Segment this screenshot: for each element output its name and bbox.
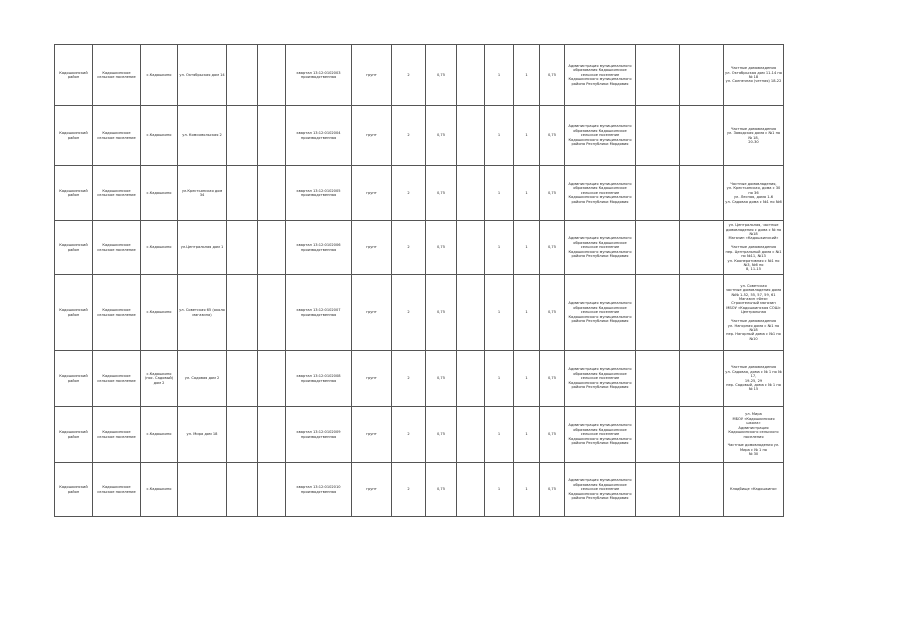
empty-cell (636, 106, 680, 166)
street-cell: ул.Крестьянская дом 34 (178, 166, 227, 221)
district-cell: Кадошкинский район (55, 45, 93, 106)
containers-cell: 1 (514, 45, 540, 106)
district-cell: Кадошкинский район (55, 463, 93, 517)
empty-cell (227, 463, 258, 517)
volume-cell: 0,75 (426, 463, 457, 517)
container-sites-table (54, 44, 784, 517)
empty-cell (680, 45, 724, 106)
volume-cell: 0,75 (540, 166, 565, 221)
empty-cell (457, 166, 485, 221)
containers-cell: 1 (514, 351, 540, 407)
empty-cell (457, 45, 485, 106)
empty-cell (636, 407, 680, 463)
empty-cell (258, 221, 286, 275)
cadastral-cell: квартал 13:12:0102003 производственная (286, 45, 352, 106)
empty-cell (636, 221, 680, 275)
empty-cell (636, 351, 680, 407)
empty-cell (680, 351, 724, 407)
count-cell: 2 (392, 106, 426, 166)
district-cell: Кадошкинский район (55, 351, 93, 407)
locality-cell: с.Кадошкино (141, 45, 178, 106)
street-cell: ул. Октябрьская дом 14 (178, 45, 227, 106)
settlement-cell: Кадошкинское сельское поселение (93, 166, 141, 221)
organization-cell: Администрация муниципального образования Кадошкинское сельское поселение Кадошкинского муниципального района Республики Мордовия (565, 166, 636, 221)
surface-cell: грунт (352, 45, 392, 106)
document-sheet (54, 44, 782, 517)
table-row (55, 45, 784, 106)
containers-cell: 1 (514, 463, 540, 517)
empty-cell (227, 275, 258, 351)
notes-cell: Кладбище «Кадошкино» (724, 463, 784, 517)
containers-cell: 1 (485, 351, 514, 407)
cadastral-cell: квартал 13:12:0102010 производственная (286, 463, 352, 517)
settlement-cell: Кадошкинское сельское поселение (93, 351, 141, 407)
containers-cell: 1 (514, 166, 540, 221)
empty-cell (457, 221, 485, 275)
count-cell: 2 (392, 407, 426, 463)
notes-cell: ул. Центральная, частные домовладения с дома с № по №18 Магазин «Кадошкинский» Частные домовладения пер. Центральный дома с №1 по №11, №13 ул. Кооперативная с №1 по №3, №6 по 8, 11-15 (724, 221, 784, 275)
empty-cell (457, 106, 485, 166)
cadastral-cell: квартал 13:12:0102009 производственная (286, 407, 352, 463)
count-cell: 2 (392, 45, 426, 106)
organization-cell: Администрация муниципального образования Кадошкинское сельское поселение Кадошкинского муниципального района Республики Мордовия (565, 221, 636, 275)
volume-cell: 0,75 (426, 106, 457, 166)
empty-cell (258, 407, 286, 463)
containers-cell: 1 (485, 166, 514, 221)
locality-cell: с.Кадошкино (141, 463, 178, 517)
district-cell: Кадошкинский район (55, 407, 93, 463)
volume-cell: 0,75 (540, 45, 565, 106)
street-cell: ул.Центральная дом 1 (178, 221, 227, 275)
locality-cell: с.Кадошкино (141, 166, 178, 221)
empty-cell (258, 106, 286, 166)
organization-cell: Администрация муниципального образования Кадошкинское сельское поселение Кадошкинского муниципального района Республики Мордовия (565, 45, 636, 106)
volume-cell: 0,75 (540, 106, 565, 166)
street-cell: ул. Советская 65 (около магазина) (178, 275, 227, 351)
table-body (55, 45, 784, 517)
locality-cell: с.Кадошкино (141, 407, 178, 463)
empty-cell (636, 275, 680, 351)
locality-cell: с.Кадошкино (пос. Садовый) дом 2 (141, 351, 178, 407)
settlement-cell: Кадошкинское сельское поселение (93, 221, 141, 275)
table-row (55, 166, 784, 221)
containers-cell: 1 (485, 45, 514, 106)
empty-cell (227, 407, 258, 463)
settlement-cell: Кадошкинское сельское поселение (93, 463, 141, 517)
volume-cell: 0,75 (540, 351, 565, 407)
volume-cell: 0,75 (426, 275, 457, 351)
notes-cell: Частные домовладения, ул. Крестьянская, дома с 30 по 36 ул. Лесная, дома 1-6 ул. Садовая дома с №1 по №6 (724, 166, 784, 221)
surface-cell: грунт (352, 407, 392, 463)
settlement-cell: Кадошкинское сельское поселение (93, 106, 141, 166)
notes-cell: Частные домовладения ул. Заводская дома с №1 по № 18, 20-30 (724, 106, 784, 166)
locality-cell: с.Кадошкино (141, 275, 178, 351)
volume-cell: 0,75 (426, 351, 457, 407)
empty-cell (457, 351, 485, 407)
cadastral-cell: квартал 13:12:0102007 производственная (286, 275, 352, 351)
table-row (55, 463, 784, 517)
table-row (55, 351, 784, 407)
empty-cell (457, 275, 485, 351)
volume-cell: 0,75 (426, 166, 457, 221)
street-cell: ул. Мира дом 18 (178, 407, 227, 463)
settlement-cell: Кадошкинское сельское поселение (93, 407, 141, 463)
table-row (55, 407, 784, 463)
notes-cell: Частные домовладения ул. Октябрьская дом 11-14 по № 18 ул. Солнечная (четная) 18-22 (724, 45, 784, 106)
empty-cell (258, 166, 286, 221)
empty-cell (636, 166, 680, 221)
locality-cell: с.Кадошкино (141, 106, 178, 166)
empty-cell (227, 166, 258, 221)
volume-cell: 0,75 (540, 407, 565, 463)
notes-cell: Частные домовладения ул. Садовая, дома с № 1 по № 17, 19-25, 29 пер. Садовый, дома с № 1 по № 15 (724, 351, 784, 407)
empty-cell (227, 106, 258, 166)
empty-cell (680, 166, 724, 221)
containers-cell: 1 (485, 407, 514, 463)
count-cell: 2 (392, 351, 426, 407)
empty-cell (258, 463, 286, 517)
containers-cell: 1 (514, 275, 540, 351)
volume-cell: 0,75 (426, 407, 457, 463)
empty-cell (258, 275, 286, 351)
empty-cell (636, 463, 680, 517)
surface-cell: грунт (352, 221, 392, 275)
empty-cell (227, 221, 258, 275)
organization-cell: Администрация муниципального образования Кадошкинское сельское поселение Кадошкинского муниципального района Республики Мордовия (565, 463, 636, 517)
containers-cell: 1 (514, 106, 540, 166)
empty-cell (680, 407, 724, 463)
table-row (55, 106, 784, 166)
notes-cell: ул. Советская частные домовладения дома №№ 1-52, 55, 57, 59, 61 Магазин «Фея» Строительный магазин МБОУ «Кадошкинская СОШ» Центральная Частные домовладения ул. Нагорная дома с №1 по №18 пер. Нагорный дома с №1 по №10 (724, 275, 784, 351)
notes-cell: ул. Мира МБОУ «Кадошкинская школа» Администрация Кадошкинского сельского поселения Частные домовладения ул. Мира с № 1 по № 30 (724, 407, 784, 463)
containers-cell: 1 (485, 106, 514, 166)
empty-cell (258, 45, 286, 106)
organization-cell: Администрация муниципального образования Кадошкинское сельское поселение Кадошкинского муниципального района Республики Мордовия (565, 106, 636, 166)
containers-cell: 1 (514, 221, 540, 275)
cadastral-cell: квартал 13:12:0102004 производственная (286, 106, 352, 166)
surface-cell: грунт (352, 275, 392, 351)
empty-cell (680, 221, 724, 275)
volume-cell: 0,75 (540, 275, 565, 351)
volume-cell: 0,75 (540, 463, 565, 517)
table-row (55, 275, 784, 351)
empty-cell (636, 45, 680, 106)
organization-cell: Администрация муниципального образования Кадошкинское сельское поселение Кадошкинского муниципального района Республики Мордовия (565, 275, 636, 351)
surface-cell: грунт (352, 463, 392, 517)
street-cell (178, 463, 227, 517)
district-cell: Кадошкинский район (55, 275, 93, 351)
district-cell: Кадошкинский район (55, 106, 93, 166)
street-cell: ул. Комсомольская 2 (178, 106, 227, 166)
empty-cell (227, 351, 258, 407)
count-cell: 2 (392, 275, 426, 351)
district-cell: Кадошкинский район (55, 221, 93, 275)
count-cell: 2 (392, 463, 426, 517)
containers-cell: 1 (514, 407, 540, 463)
cadastral-cell: квартал 13:12:0102005 производственная (286, 166, 352, 221)
cadastral-cell: квартал 13:12:0102008 производственная (286, 351, 352, 407)
count-cell: 2 (392, 221, 426, 275)
district-cell: Кадошкинский район (55, 166, 93, 221)
organization-cell: Администрация муниципального образования Кадошкинское сельское поселение Кадошкинского муниципального района Республики Мордовия (565, 351, 636, 407)
street-cell: ул. Садовая дом 2 (178, 351, 227, 407)
table-row (55, 221, 784, 275)
empty-cell (680, 463, 724, 517)
containers-cell: 1 (485, 221, 514, 275)
empty-cell (457, 407, 485, 463)
surface-cell: грунт (352, 106, 392, 166)
empty-cell (258, 351, 286, 407)
cadastral-cell: квартал 13:12:0102006 производственная (286, 221, 352, 275)
empty-cell (227, 45, 258, 106)
volume-cell: 0,75 (540, 221, 565, 275)
locality-cell: с.Кадошкино (141, 221, 178, 275)
settlement-cell: Кадошкинское сельское поселение (93, 45, 141, 106)
volume-cell: 0,75 (426, 221, 457, 275)
containers-cell: 1 (485, 275, 514, 351)
volume-cell: 0,75 (426, 45, 457, 106)
organization-cell: Администрация муниципального образования Кадошкинское сельское поселение Кадошкинского муниципального района Республики Мордовия (565, 407, 636, 463)
surface-cell: грунт (352, 351, 392, 407)
empty-cell (680, 275, 724, 351)
empty-cell (457, 463, 485, 517)
count-cell: 2 (392, 166, 426, 221)
surface-cell: грунт (352, 166, 392, 221)
settlement-cell: Кадошкинское сельское поселение (93, 275, 141, 351)
empty-cell (680, 106, 724, 166)
containers-cell: 1 (485, 463, 514, 517)
